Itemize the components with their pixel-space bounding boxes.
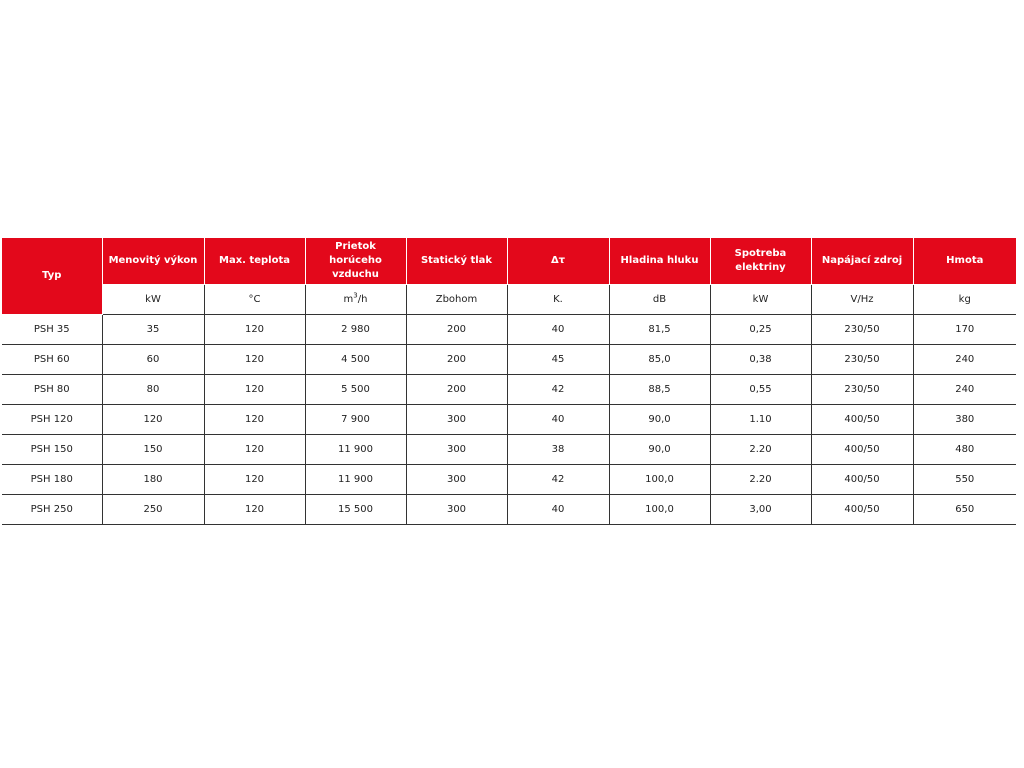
- unit-weight: kg: [913, 285, 1016, 315]
- table-row: [2, 405, 1016, 435]
- cell-max-temp: 120: [204, 375, 305, 405]
- cell-delta-t: 42: [507, 375, 609, 405]
- header-noise-level: Hladina hluku: [609, 238, 710, 285]
- unit-airflow: [305, 285, 406, 315]
- table-row: [2, 345, 1016, 375]
- cell-static-pressure: 200: [406, 315, 507, 345]
- header-delta-t: Δτ: [507, 238, 609, 285]
- cell-power-supply: 400/50: [811, 405, 913, 435]
- header-power-supply: Napájací zdroj: [811, 238, 913, 285]
- cell-type: PSH 80: [2, 375, 102, 405]
- cell-power: 60: [102, 345, 204, 375]
- cell-max-temp: 120: [204, 405, 305, 435]
- cell-power-supply: 230/50: [811, 345, 913, 375]
- cell-type: PSH 150: [2, 435, 102, 465]
- header-airflow: Prietok horúceho vzduchu: [305, 238, 406, 285]
- cell-delta-t: 40: [507, 495, 609, 525]
- table-row: [2, 495, 1016, 525]
- cell-weight: 380: [913, 405, 1016, 435]
- spec-table: [2, 238, 1016, 525]
- header-row: [2, 238, 1016, 285]
- unit-static-pressure: Zbohom: [406, 285, 507, 315]
- header-max-temp: Max. teplota: [204, 238, 305, 285]
- cell-weight: 550: [913, 465, 1016, 495]
- table-row: [2, 375, 1016, 405]
- cell-power-supply: 230/50: [811, 375, 913, 405]
- cell-power-consumption: 1.10: [710, 405, 811, 435]
- table-row: [2, 435, 1016, 465]
- cell-power: 120: [102, 405, 204, 435]
- cell-type: PSH 250: [2, 495, 102, 525]
- cell-max-temp: 120: [204, 345, 305, 375]
- cell-max-temp: 120: [204, 495, 305, 525]
- unit-power-consumption: kW: [710, 285, 811, 315]
- unit-power: kW: [102, 285, 204, 315]
- header-weight: Hmota: [913, 238, 1016, 285]
- cell-weight: 650: [913, 495, 1016, 525]
- header-power-consumption: Spotreba elektriny: [710, 238, 811, 285]
- cell-type: PSH 180: [2, 465, 102, 495]
- cell-weight: 480: [913, 435, 1016, 465]
- cell-noise-level: 88,5: [609, 375, 710, 405]
- cell-power-consumption: 2.20: [710, 465, 811, 495]
- cell-noise-level: 90,0: [609, 435, 710, 465]
- cell-static-pressure: 300: [406, 495, 507, 525]
- cell-airflow: 11 900: [305, 435, 406, 465]
- spec-table-container: [2, 238, 1016, 525]
- cell-noise-level: 85,0: [609, 345, 710, 375]
- cell-noise-level: 81,5: [609, 315, 710, 345]
- cell-max-temp: 120: [204, 435, 305, 465]
- unit-airflow-base: m: [343, 293, 354, 305]
- units-row: [2, 285, 1016, 315]
- cell-delta-t: 40: [507, 315, 609, 345]
- cell-airflow: 4 500: [305, 345, 406, 375]
- cell-noise-level: 90,0: [609, 405, 710, 435]
- cell-power-supply: 400/50: [811, 495, 913, 525]
- cell-weight: 170: [913, 315, 1016, 345]
- table-row: [2, 465, 1016, 495]
- cell-power: 250: [102, 495, 204, 525]
- cell-power-consumption: 0,25: [710, 315, 811, 345]
- unit-max-temp: °C: [204, 285, 305, 315]
- cell-delta-t: 40: [507, 405, 609, 435]
- cell-power: 35: [102, 315, 204, 345]
- cell-static-pressure: 300: [406, 405, 507, 435]
- cell-type: PSH 35: [2, 315, 102, 345]
- cell-delta-t: 42: [507, 465, 609, 495]
- cell-power-supply: 400/50: [811, 435, 913, 465]
- header-static-pressure: Statický tlak: [406, 238, 507, 285]
- cell-static-pressure: 300: [406, 465, 507, 495]
- unit-airflow-exponent: 3: [353, 291, 358, 300]
- cell-power: 180: [102, 465, 204, 495]
- cell-power: 150: [102, 435, 204, 465]
- cell-type: PSH 60: [2, 345, 102, 375]
- cell-noise-level: 100,0: [609, 495, 710, 525]
- cell-static-pressure: 200: [406, 345, 507, 375]
- unit-airflow-tail: /h: [357, 293, 368, 305]
- cell-airflow: 15 500: [305, 495, 406, 525]
- cell-delta-t: 45: [507, 345, 609, 375]
- cell-static-pressure: 300: [406, 435, 507, 465]
- cell-power-consumption: 2.20: [710, 435, 811, 465]
- cell-airflow: 7 900: [305, 405, 406, 435]
- cell-power-consumption: 0,55: [710, 375, 811, 405]
- unit-power-supply: V/Hz: [811, 285, 913, 315]
- cell-weight: 240: [913, 345, 1016, 375]
- cell-power-consumption: 3,00: [710, 495, 811, 525]
- cell-airflow: 2 980: [305, 315, 406, 345]
- cell-power-supply: 230/50: [811, 315, 913, 345]
- cell-power-consumption: 0,38: [710, 345, 811, 375]
- cell-max-temp: 120: [204, 315, 305, 345]
- header-power: Menovitý výkon: [102, 238, 204, 285]
- cell-airflow: 11 900: [305, 465, 406, 495]
- cell-power-supply: 400/50: [811, 465, 913, 495]
- cell-noise-level: 100,0: [609, 465, 710, 495]
- cell-power: 80: [102, 375, 204, 405]
- cell-delta-t: 38: [507, 435, 609, 465]
- header-typ: Typ: [2, 238, 102, 315]
- cell-airflow: 5 500: [305, 375, 406, 405]
- unit-noise-level: dB: [609, 285, 710, 315]
- cell-static-pressure: 200: [406, 375, 507, 405]
- cell-weight: 240: [913, 375, 1016, 405]
- cell-type: PSH 120: [2, 405, 102, 435]
- cell-max-temp: 120: [204, 465, 305, 495]
- unit-delta-t: K.: [507, 285, 609, 315]
- table-row: [2, 315, 1016, 345]
